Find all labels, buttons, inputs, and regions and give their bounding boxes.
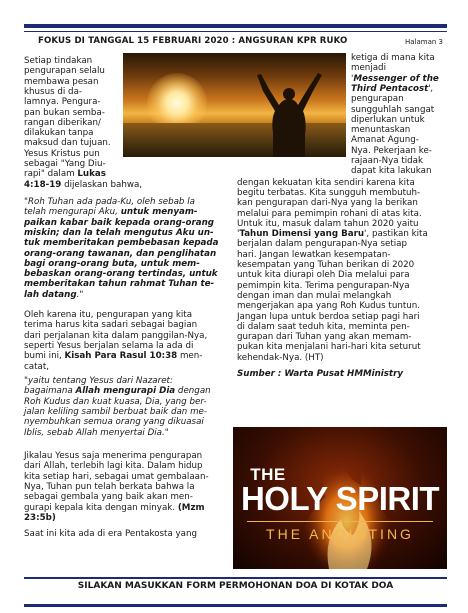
highlight-phrase: Messenger of the xyxy=(353,73,439,84)
scripture-ref: Lukas xyxy=(77,169,106,180)
quote-line xyxy=(24,376,173,386)
text-run: miskin; dan la telah mengutus Aku un- xyxy=(24,227,214,238)
text-run: rapi" dalam xyxy=(24,169,78,180)
quote-line xyxy=(24,417,204,427)
body-text-line: sungguhlah sangat xyxy=(351,104,435,115)
source-credit: Sumber : Warta Pusat HMMinistry xyxy=(237,369,404,379)
text-run: bagi orang-orang buta, untuk mem- xyxy=(24,258,200,269)
body-text-line: Jangan lupa untuk berdoa setiap pagi hari xyxy=(237,311,420,322)
text-run: Iblis, sebab Allah menyertai Dia." xyxy=(24,427,169,438)
top-rule-thin xyxy=(24,31,447,32)
quote-line xyxy=(24,428,169,438)
body-text-line: berjalan dalam pengurapan-Nya setiap xyxy=(237,239,407,250)
body-text-line: hari. Jangan lewatkan kesempatan- xyxy=(237,249,391,260)
body-text-line: sebagai "Yang Diu- xyxy=(24,159,106,169)
body-text-line xyxy=(24,503,205,513)
text-run: memberitakan tahun rahmat Tuhan te- xyxy=(24,279,215,290)
quote-line xyxy=(24,407,207,417)
poster-anointing: THE ANOINTING xyxy=(266,526,414,542)
body-text-line: untuk kita diurapi oleh Dia melalui para xyxy=(237,270,410,281)
body-text-line: Jikalau Yesus saja menerima pengurapan xyxy=(24,451,203,461)
text-run: jalan keliling sambil berbuat baik dan me- xyxy=(24,406,208,417)
bottom-rule-thin xyxy=(24,577,447,579)
text-run: dijelaskan bahwa, xyxy=(61,179,143,190)
scripture-ref: 4:18-19 xyxy=(24,179,62,190)
text-run: men- xyxy=(177,351,203,362)
quote-line xyxy=(24,218,214,228)
body-text-line: Amanat Agung- xyxy=(351,135,419,146)
bottom-rule-thick xyxy=(24,604,447,607)
poster-rule xyxy=(247,521,433,522)
body-text-line: Nya, Tuhan pun telah berkata bahwa la xyxy=(24,481,195,492)
body-text-line: catat, xyxy=(24,361,49,372)
text-run: bebaskan orang-orang tertindas, untuk xyxy=(24,269,218,280)
body-text-line: kita setiap hari, sebagai umat gembalaan- xyxy=(24,471,209,482)
header-title: FOKUS DI TANGGAL 15 FEBRUARI 2020 : ANGSURAN KPR RUKO xyxy=(38,36,348,46)
body-text-line: pemimpin kita. Terima pengurapan-Nya xyxy=(237,280,410,291)
body-text-line: rangan diberikan/ xyxy=(24,117,101,128)
highlight-phrase: Third Pentacost xyxy=(351,83,429,94)
scripture-ref: 23:5b) xyxy=(24,512,56,523)
text-run: Allah mengurapi Dia xyxy=(75,386,176,397)
body-text-line: Saat ini kita ada di era Pentakosta yang xyxy=(24,529,198,539)
body-text-line: maksud dan tujuan. xyxy=(24,138,111,149)
body-text-line: dengan kekuatan kita sendiri karena kita xyxy=(237,177,415,188)
text-run: tuk memberitakan pembebasan kepada xyxy=(24,238,219,249)
quote-line xyxy=(24,397,207,407)
body-text-line xyxy=(237,229,428,239)
text-run: paikan kabar baik kepada orang-orang xyxy=(24,217,214,228)
text-run: ' xyxy=(351,73,354,84)
body-text-line: Nya. Pekerjaan ke- xyxy=(351,145,432,156)
text-run: ' xyxy=(237,229,240,240)
text-run: orang-orang tawanan, dan penglihatan xyxy=(24,248,217,259)
body-text-line: diperlukan untuk xyxy=(351,114,425,125)
person-raised-arms-silhouette xyxy=(123,53,346,157)
text-run: telah mengurapi Aku, xyxy=(24,207,121,218)
body-text-line xyxy=(24,180,142,190)
quote-line xyxy=(24,259,200,269)
text-run: bagaimana xyxy=(24,386,76,397)
body-text-line: di dalam saat teduh kita, meminta pen- xyxy=(237,321,410,332)
text-run: nyembuhkan semua orang yang dikuasai xyxy=(24,417,204,428)
body-text-line: pan bukan semba- xyxy=(24,107,105,118)
quote-line xyxy=(24,279,214,289)
body-text-line: dilakukan tanpa xyxy=(24,128,94,139)
body-text-line: pukan kita menjalani hari-hari kita seturut xyxy=(237,342,421,353)
quote-line xyxy=(24,269,218,279)
text-run: gurapi kepala kita dengan minyak. xyxy=(24,502,178,513)
text-run: ', xyxy=(428,83,434,94)
quote-line xyxy=(24,290,83,300)
footer-notice: SILAKAN MASUKKAN FORM PERMOHONAN DOA DI KOTAK DOA xyxy=(77,581,394,591)
body-text-line xyxy=(24,351,202,361)
quote-line xyxy=(24,228,214,238)
quote-line xyxy=(24,386,211,396)
scripture-ref: (Mzm xyxy=(177,502,205,513)
body-text-line: Yesus Kristus pun xyxy=(24,148,100,159)
body-text-line: gurapan dari Tuhan yang akan memam- xyxy=(237,332,412,343)
body-text-line: Oleh karena itu, pengurapan yang kita xyxy=(24,310,193,320)
text-run: dengan xyxy=(175,386,211,397)
quote-line xyxy=(24,238,219,248)
text-run: Roh Kudus dan kuat kuasa, Dia, yang ber- xyxy=(24,396,207,407)
top-rule-thick xyxy=(24,24,447,28)
quote-line xyxy=(24,249,216,259)
body-text-line: pengurapan xyxy=(351,94,404,105)
body-text-line: lamnya. Pengura- xyxy=(24,97,101,108)
poster-the: THE xyxy=(250,465,286,484)
body-text-line: ketiga di mana kita xyxy=(351,53,435,63)
body-text-line: dari Allah, terlebih lagi kita. Dalam hidup xyxy=(24,461,203,472)
body-text-line: dengan iman dan mulai melangkah xyxy=(237,290,392,301)
body-text-line: kan pengurapan dari-Nya yang la berikan xyxy=(237,198,418,209)
body-text-line: pengurapan selalu xyxy=(24,66,105,77)
text-run: ', pastikan kita xyxy=(364,229,428,240)
text-run: untuk menyam- xyxy=(120,207,198,218)
page-header xyxy=(24,33,447,49)
body-text-line: dapat kita lakukan xyxy=(351,166,432,177)
text-run: lah datang xyxy=(24,289,77,300)
body-text-line: khusus di da- xyxy=(24,86,83,97)
body-text-line: seperti Yesus berjalan selama la ada di xyxy=(24,340,194,351)
body-text-line: sebagai gembala yang baik akan men- xyxy=(24,492,193,503)
body-text-line xyxy=(351,84,433,94)
quote-line xyxy=(24,207,198,217)
body-text-line: rajaan-Nya tidak xyxy=(351,156,424,166)
body-text-line: menjadi xyxy=(351,63,386,74)
body-text-line: Setiap tindakan xyxy=(24,56,93,66)
holy-spirit-poster xyxy=(233,427,447,569)
scripture-ref: Kisah Para Rasul 10:38 xyxy=(64,351,178,362)
body-text-line: begitu terbatas. Kita sungguh membutuh- xyxy=(237,187,421,198)
body-text-line xyxy=(351,74,439,84)
body-text-line: kehendak-Nya. (HT) xyxy=(237,352,324,363)
body-text-line: menuntaskan xyxy=(351,125,411,136)
text-run: ." xyxy=(76,289,84,300)
highlight-phrase: Tahun Dimensi yang Baru xyxy=(239,229,365,240)
quote-line xyxy=(24,197,195,207)
poster-holy-spirit: HOLY SPIRIT xyxy=(240,480,440,517)
sunrise-worship-photo xyxy=(123,53,346,157)
body-text-line: kesempatan yang Tuhan berikan di 2020 xyxy=(237,260,415,270)
body-text-line: Untuk itu, masuk dalam tahun 2020 yaitu xyxy=(237,218,419,229)
text-run: "yaitu tentang Yesus dari Nazaret: xyxy=(24,376,173,386)
body-text-line: terima harus kita sadari sebagai bagian xyxy=(24,320,198,331)
body-text-line xyxy=(24,169,106,179)
body-text-line: mengerjakan apa yang Roh Kudus tuntun. xyxy=(237,301,421,312)
body-text-line: dari perjalanan kita dalam panggilan-Nya, xyxy=(24,330,208,341)
page-number: Halaman 3 xyxy=(404,38,443,46)
body-text-line: melalui para pemimpin rohani di atas kita. xyxy=(237,208,422,219)
text-run: bumi ini, xyxy=(24,351,65,362)
text-run: "Roh Tuhan ada pada-Ku, oleh sebab la xyxy=(24,197,195,207)
body-text-line: membawa pesan xyxy=(24,76,99,87)
